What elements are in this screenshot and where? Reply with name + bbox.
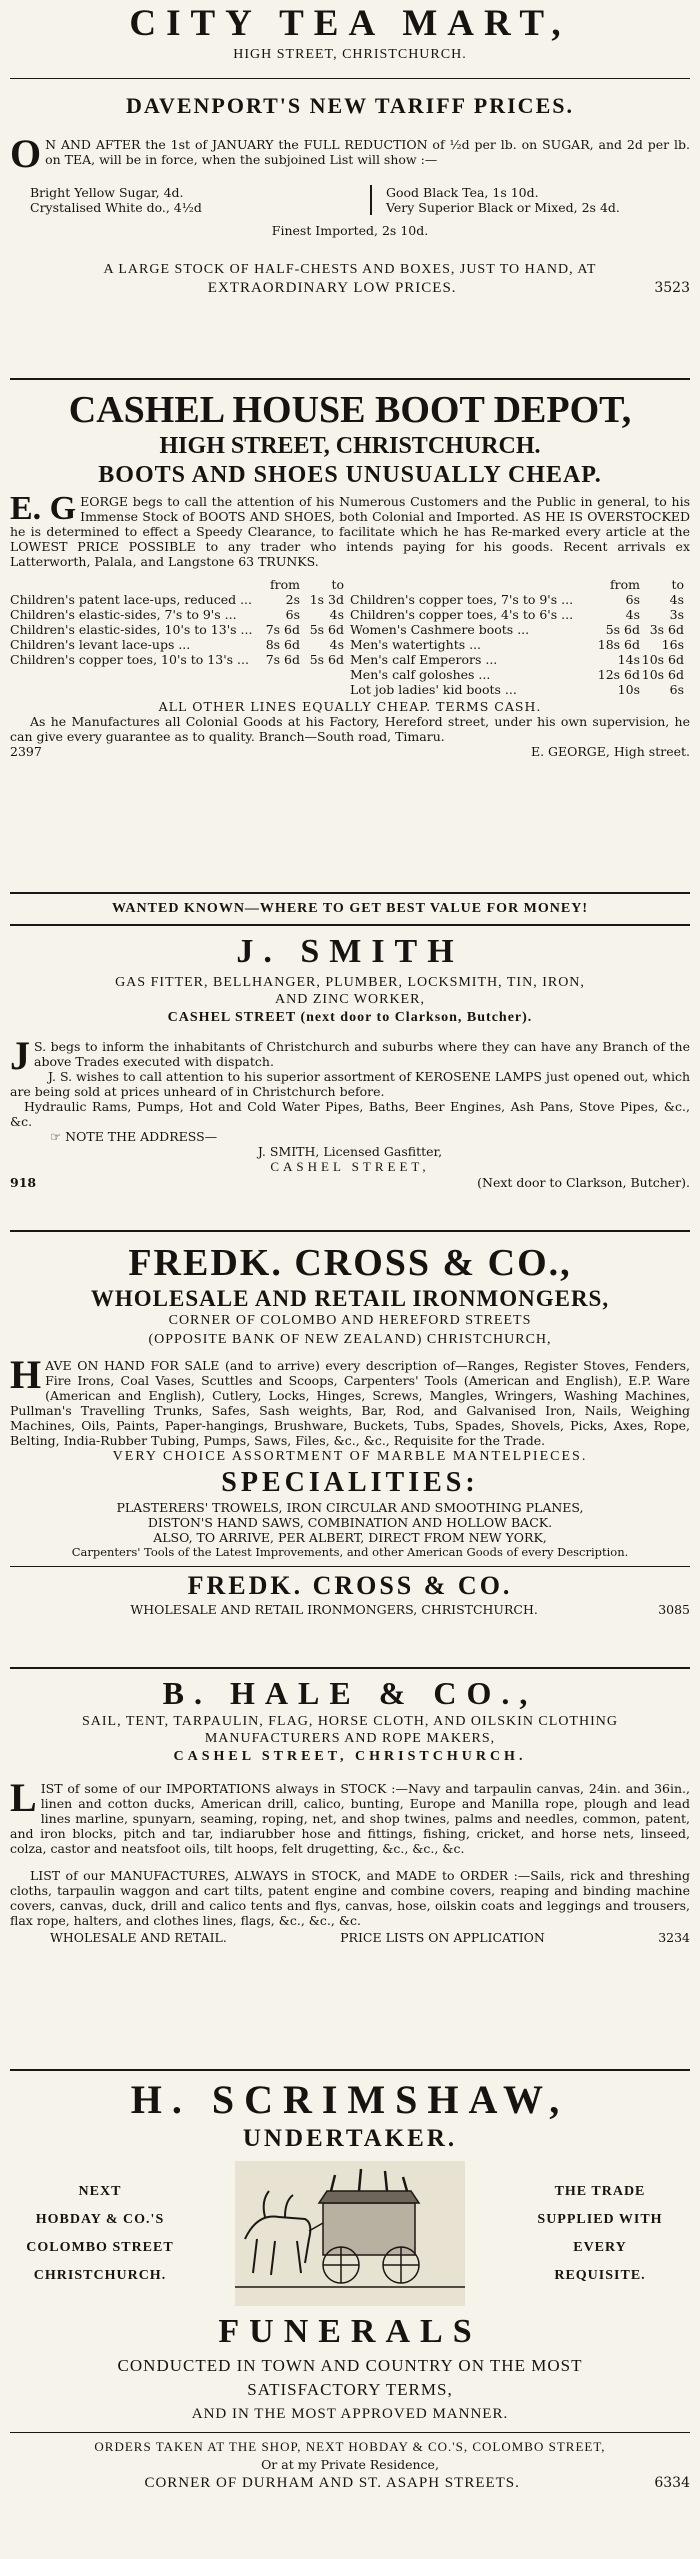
price-label: Men's watertights ... [350, 637, 482, 652]
price-to: 5s 6d [309, 652, 344, 667]
tea-prices [30, 185, 690, 215]
boot-price-row [350, 592, 684, 607]
smith-line1: GAS FITTER, BELLHANGER, PLUMBER, LOCKSMITH, TIN, IRON, [115, 975, 585, 990]
hale-foot1: WHOLESALE AND RETAIL. [50, 1930, 227, 1945]
price-to: 1s 3d [309, 592, 344, 607]
smith-title: J. SMITH [236, 933, 464, 970]
cross-para-block [10, 1352, 690, 1448]
hale-line1: SAIL, TENT, TARPAULIN, FLAG, HORSE CLOTH, AND OILSKIN CLOTHING [82, 1714, 618, 1729]
cross-foot: WHOLESALE AND RETAIL IRONMONGERS, CHRISTCHURCH. [130, 1602, 538, 1617]
boot-drop-cap: E. G [10, 490, 77, 527]
cross-line2: (OPPOSITE BANK OF NEW ZEALAND) CHRISTCHURCH, [148, 1332, 552, 1347]
price-to: 10s 6d [641, 667, 684, 682]
price-from: 7s 6d [265, 652, 300, 667]
smith-note: ☞ NOTE THE ADDRESS— [50, 1129, 218, 1144]
price-from: 6s [285, 607, 300, 622]
price-label: Children's elastic-sides, 7's to 9's ... [10, 607, 237, 622]
boot-equal: ALL OTHER LINES EQUALLY CHEAP. TERMS CASH. [158, 699, 542, 714]
tea-sub: HIGH STREET, CHRISTCHURCH. [233, 47, 467, 62]
boot-price-row [350, 652, 684, 667]
scrim-title: H. SCRIMSHAW, [130, 2077, 570, 2122]
boot-price-table [10, 577, 690, 697]
smith-ad [10, 930, 690, 1232]
scrim-left-3: CHRISTCHURCH. [33, 2267, 167, 2283]
scrim-number: 6334 [654, 2475, 690, 2491]
boot-right-col [350, 577, 690, 697]
scrimshaw-ad [10, 2075, 690, 2559]
cross-line1: CORNER OF COLOMBO AND HEREFORD STREETS [168, 1313, 532, 1328]
tea-right1: Good Black Tea, 1s 10d. [386, 185, 539, 200]
scrim-right-1: SUPPLIED WITH [537, 2211, 663, 2227]
cross-para: AVE ON HAND FOR SALE (and to arrive) every description of—Ranges, Register Stoves, Fenders, Fire Irons, Coal Vases, Scuttles and Scoops, Carpenters' Tools (American and English), E.P. Ware (American and English), Cutlery, Locks, Hinges, Screws, Mangles, Wringers, Washing Machines, Pullman's Travelling Trunks, Safes, Sash weights, Bar, Rod, and Galvanised Iron, Nails, Weighing Machines, Oils, Paints, Paper-hangings, Brushware, Buckets, Tubs, Spades, Shovels, Picks, Axes, Rope, Belting, India-Rubber Tubing, Pumps, Saws, Files, &c., &c., Requisite for the Trade. [10, 1358, 690, 1448]
hearse-illustration [235, 2161, 465, 2306]
boot-depot-ad [10, 388, 690, 894]
smith-number: 918 [10, 1175, 37, 1190]
smith-line2: AND ZINC WORKER, [275, 992, 425, 1007]
wanted-ad [10, 894, 690, 926]
scrim-middle [10, 2161, 690, 2306]
price-label: Lot job ladies' kid boots ... [350, 682, 517, 697]
cross-spec: SPECIALITIES: [221, 1467, 479, 1498]
hdr-from-right: from [610, 577, 640, 592]
hale-line3: CASHEL STREET, CHRISTCHURCH. [173, 1749, 527, 1764]
boot-number: 2397 [10, 744, 42, 759]
cross-s1: PLASTERERS' TROWELS, IRON CIRCULAR AND SMOOTHING PLANES, [116, 1500, 584, 1515]
scrim-orders: ORDERS TAKEN AT THE SHOP, NEXT HOBDAY & CO.'S, COLOMBO STREET, [94, 2439, 606, 2454]
cross-s2: DISTON'S HAND SAWS, COMBINATION AND HOLLOW BACK. [147, 1515, 553, 1530]
cross-s3: ALSO, TO ARRIVE, PER ALBERT, DIRECT FROM NEW YORK, [153, 1530, 547, 1545]
price-to: 6s [669, 682, 684, 697]
price-label: Men's calf goloshes ... [350, 667, 491, 682]
price-from: 14s [617, 652, 640, 667]
price-label: Women's Cashmere boots ... [350, 622, 530, 637]
scrim-right-col [510, 2178, 690, 2290]
scrim-funerals: FUNERALS [218, 2313, 482, 2350]
scrim-l1: CONDUCTED IN TOWN AND COUNTRY ON THE MOST [117, 2356, 583, 2375]
cross-s4: Carpenters' Tools of the Latest Improvements, and other American Goods of every Description. [71, 1545, 629, 1559]
hale-foot2: PRICE LISTS ON APPLICATION [340, 1930, 545, 1945]
price-to: 3s 6d [649, 622, 684, 637]
smith-line3: CASHEL STREET (next door to Clarkson, Butcher). [167, 1010, 533, 1025]
tea-para: N AND AFTER the 1st of JANUARY the FULL REDUCTION of ½d per lb. on SUGAR, and 2d per lb. on TEA, will be in force, when the subjoined List will show :— [45, 137, 690, 167]
cross-number: 3085 [658, 1602, 690, 1617]
boot-price-row [10, 607, 344, 622]
wanted-text: WANTED KNOWN—WHERE TO GET BEST VALUE FOR MONEY! [111, 901, 589, 916]
smith-addr3: (Next door to Clarkson, Butcher). [477, 1175, 690, 1190]
smith-para-block [10, 1033, 690, 1078]
hale-para1: IST of some of our IMPORTATIONS always in STOCK :—Navy and tarpaulin canvas, 24in. and 36in., linen and cotton ducks, American drill, calico, bunting, Europe and Manilla rope, plough and lead lines marline, spunyarn, seaming, roping, net, and shop twines, palms and needles, common, patent, and iron blocks, pitch and tar, indiarubber hose and fittings, fishing, cricket, and horse nets, linseed, colza, castor and neatsfoot oils, tilt hoops, felt drugetting, &c., &c., &c. [10, 1781, 690, 1856]
hale-para2: LIST of our MANUFACTURES, ALWAYS in STOCK, and MADE to ORDER :—Sails, rick and threshing cloths, tarpaulin waggon and cart tilts, patent engine and combine covers, reaping and binding machine covers, canvas, duck, drill and calico tents and flys, canvas, hose, oilskin coats and leggings and trousers, flax rope, halters, and clothes lines, flags, &c., &c., &c. [10, 1868, 690, 1928]
cross-title2: FREDK. CROSS & CO. [187, 1571, 513, 1600]
tea-left2: Crystalised White do., 4½d [30, 200, 202, 215]
hdr-to: to [331, 577, 344, 592]
scrim-sub: UNDERTAKER. [242, 2125, 458, 2152]
tea-right2: Very Superior Black or Mixed, 2s 4d. [386, 200, 620, 215]
scrim-left-1: HOBDAY & CO.'S [35, 2211, 165, 2227]
boot-para: EORGE begs to call the attention of his Numerous Customers and the Public in general, to his Immense Stock of BOOTS AND SHOES, both Colonial and Imported. AS HE IS OVERSTOCKED he is determined to effect a Speedy Clearance, to facilitate which he has Re-marked every article at the LOWEST PRICE POSSIBLE to any trader who intends paying for his goods. Recent arrivals ex Latterworth, Palala, and Langstone 63 TRUNKS. [10, 494, 690, 569]
boot-para-block [10, 490, 690, 569]
boot-para2: As he Manufactures all Colonial Goods at his Factory, Hereford street, under his own supervision, he can give every guarantee as to quality. Branch—South road, Timaru. [10, 714, 690, 744]
scrim-left-2: COLOMBO STREET [26, 2239, 174, 2255]
smith-para1: S. begs to inform the inhabitants of Christchurch and suburbs where they can have any Branch of the above Trades executed with dispatch. [34, 1039, 690, 1069]
price-label: Children's copper toes, 4's to 6's ... [350, 607, 574, 622]
boot-left-col [10, 577, 350, 697]
price-from: 8s 6d [265, 637, 300, 652]
boot-price-row [10, 652, 344, 667]
price-label: Children's copper toes, 7's to 9's ... [350, 592, 574, 607]
scrim-left-0: NEXT [78, 2183, 122, 2199]
price-label: Children's elastic-sides, 10's to 13's ... [10, 622, 253, 637]
boot-price-row [350, 682, 684, 697]
hale-number: 3234 [658, 1930, 690, 1945]
price-from: 5s 6d [605, 622, 640, 637]
cross-ad [10, 1240, 690, 1669]
scrim-l2: SATISFACTORY TERMS, [247, 2380, 453, 2399]
tea-title: CITY TEA MART, [129, 3, 571, 44]
smith-drop-cap: J [10, 1033, 30, 1078]
hale-ad [10, 1673, 690, 2071]
scrim-res: Or at my Private Residence, [261, 2457, 439, 2472]
smith-para3: Hydraulic Rams, Pumps, Hot and Cold Water Pipes, Baths, Beer Engines, Ash Pans, Stove Pipes, &c., &c. [10, 1099, 690, 1129]
price-from: 10s [617, 682, 640, 697]
tea-stock1: A LARGE STOCK OF HALF-CHESTS AND BOXES, JUST TO HAND, AT [103, 262, 597, 277]
price-to: 3s [669, 607, 684, 622]
boot-price-row [10, 637, 344, 652]
scrim-corner: CORNER OF DURHAM AND ST. ASAPH STREETS. [144, 2475, 520, 2491]
tea-stock2: EXTRAORDINARY LOW PRICES. [207, 280, 457, 296]
boot-price-row [350, 637, 684, 652]
boot-sign: E. GEORGE, High street. [530, 744, 690, 759]
boot-price-row [350, 607, 684, 622]
boot-price-row [350, 622, 684, 637]
price-label: Children's patent lace-ups, reduced ... [10, 592, 252, 607]
boot-price-row [10, 622, 344, 637]
cross-sub: WHOLESALE AND RETAIL IRONMONGERS, [90, 1286, 610, 1311]
tea-number: 3523 [654, 280, 690, 296]
price-to: 4s [329, 607, 344, 622]
hale-title: B. HALE & CO., [162, 1675, 538, 1711]
scrim-l3: AND IN THE MOST APPROVED MANNER. [191, 2406, 509, 2422]
tea-finest: Finest Imported, 2s 10d. [271, 223, 429, 238]
price-from: 18s 6d [597, 637, 640, 652]
scrim-right-2: EVERY [573, 2239, 627, 2255]
tea-heading: DAVENPORT'S NEW TARIFF PRICES. [126, 93, 574, 118]
hale-drop-cap: L [10, 1775, 37, 1820]
tea-mart-ad [10, 0, 690, 380]
tea-drop-cap: O [10, 131, 42, 176]
price-to: 16s [661, 637, 684, 652]
boot-sub: HIGH STREET, CHRISTCHURCH. [159, 433, 541, 459]
cross-title: FREDK. CROSS & CO., [128, 1242, 572, 1284]
price-from: 2s [285, 592, 300, 607]
hale-line2: MANUFACTURERS AND ROPE MAKERS, [204, 1731, 496, 1746]
smith-para2: J. S. wishes to call attention to his superior assortment of KEROSENE LAMPS just opened out, which are being sold at prices unheard of in Christchurch before. [10, 1069, 690, 1099]
price-from: 12s 6d [597, 667, 640, 682]
price-to: 5s 6d [309, 622, 344, 637]
cross-mantel: VERY CHOICE ASSORTMENT OF MARBLE MANTELPIECES. [112, 1449, 588, 1464]
price-from: 4s [625, 607, 640, 622]
price-to: 4s [329, 637, 344, 652]
boot-heading: BOOTS AND SHOES UNUSUALLY CHEAP. [98, 462, 602, 488]
cross-drop-cap: H [10, 1352, 42, 1397]
price-label: Men's calf Emperors ... [350, 652, 498, 667]
tea-para-block [10, 131, 690, 176]
hale-para-block [10, 1775, 690, 1856]
smith-addr1: J. SMITH, Licensed Gasfitter, [257, 1144, 443, 1159]
price-from: 7s 6d [265, 622, 300, 637]
hdr-to-right: to [671, 577, 684, 592]
hdr-from: from [270, 577, 300, 592]
scrim-right-3: REQUISITE. [554, 2267, 646, 2283]
price-to: 10s 6d [641, 652, 684, 667]
price-from: 6s [625, 592, 640, 607]
scrim-left-col [10, 2178, 190, 2290]
price-label: Children's levant lace-ups ... [10, 637, 191, 652]
tea-left1: Bright Yellow Sugar, 4d. [30, 185, 184, 200]
scrim-right-0: THE TRADE [554, 2183, 646, 2199]
boot-price-row [350, 667, 684, 682]
boot-price-row [10, 592, 344, 607]
price-to: 4s [669, 592, 684, 607]
price-label: Children's copper toes, 10's to 13's ... [10, 652, 249, 667]
boot-title: CASHEL HOUSE BOOT DEPOT, [68, 389, 632, 431]
smith-addr2: CASHEL STREET, [270, 1159, 430, 1174]
